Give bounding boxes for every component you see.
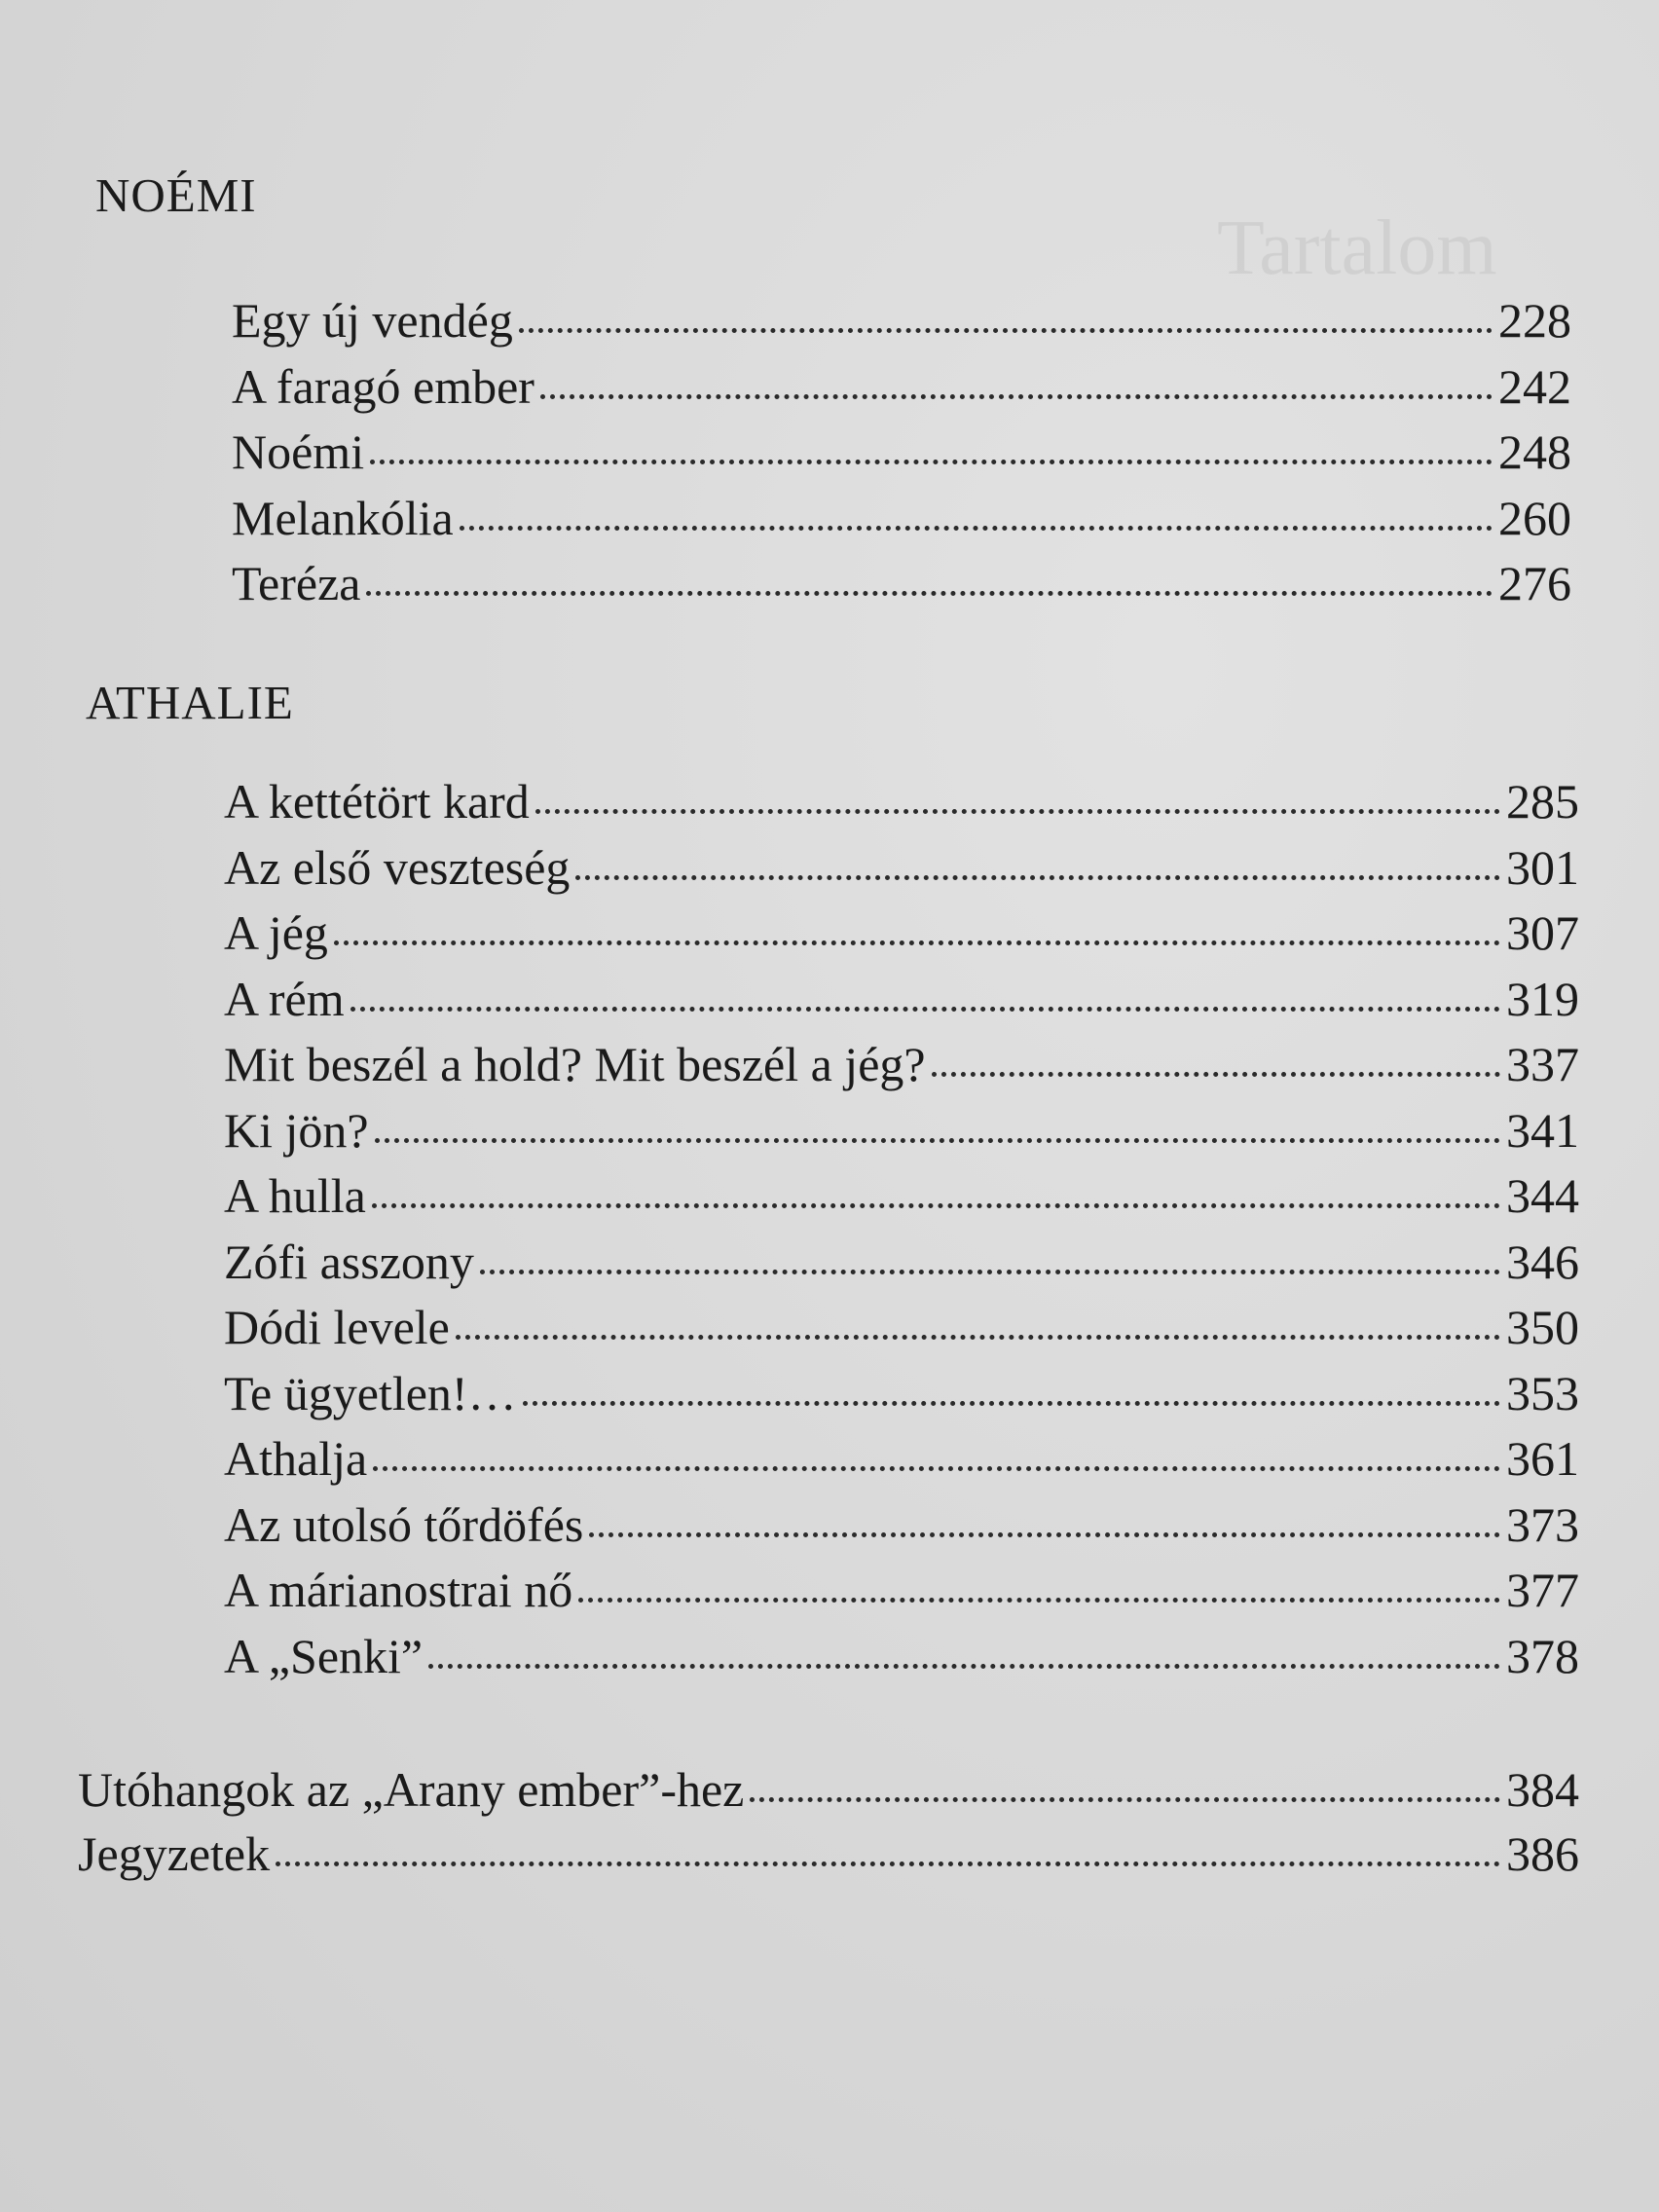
toc-entry[interactable] — [224, 1558, 1579, 1624]
toc-entry-page: 353 — [1506, 1365, 1579, 1420]
toc-entry[interactable] — [224, 1098, 1579, 1164]
toc-entry[interactable] — [224, 1426, 1579, 1493]
dot-leader — [375, 1138, 1500, 1143]
dot-leader — [366, 591, 1493, 596]
toc-entry-page: 307 — [1506, 905, 1579, 960]
bleed-through-text: Tartalom — [1217, 205, 1497, 291]
toc-entry-title: A „Senki” — [224, 1628, 424, 1683]
toc-entry-page: 361 — [1506, 1431, 1579, 1486]
toc-entry-title: Te ügyetlen!… — [224, 1365, 517, 1420]
dot-leader — [589, 1532, 1500, 1537]
toc-entry[interactable] — [232, 354, 1571, 421]
toc-entry-title: Zófi asszony — [224, 1234, 474, 1289]
toc-entry-page: 242 — [1498, 358, 1571, 414]
toc-entry[interactable] — [224, 1493, 1579, 1559]
toc-entry-page: 341 — [1506, 1102, 1579, 1158]
dot-leader — [578, 1598, 1500, 1603]
dot-leader — [373, 1466, 1500, 1471]
toc-entry-page: 378 — [1506, 1628, 1579, 1683]
toc-entry-title: Mit beszél a hold? Mit beszél a jég? — [224, 1037, 926, 1091]
toc-entry-page: 384 — [1506, 1762, 1579, 1817]
toc-list-athalie — [224, 769, 1579, 1689]
toc-entry-title: Jegyzetek — [78, 1826, 271, 1881]
toc-entry-title: Az utolsó tőrdöfés — [224, 1496, 584, 1552]
dot-leader — [460, 526, 1493, 531]
toc-entry[interactable] — [224, 1624, 1579, 1690]
toc-entry-title: Melankólia — [232, 490, 454, 545]
toc-entry-page: 260 — [1498, 490, 1571, 545]
toc-entry-title: A jég — [224, 905, 328, 960]
toc-entry[interactable] — [224, 769, 1579, 835]
toc-entry[interactable] — [224, 1032, 1579, 1098]
toc-entry-page: 346 — [1506, 1234, 1579, 1289]
section-heading-athalie: ATHALIE — [86, 676, 294, 729]
toc-entry[interactable] — [224, 901, 1579, 967]
dot-leader — [750, 1797, 1500, 1802]
dot-leader — [540, 394, 1493, 399]
toc-entry[interactable] — [224, 835, 1579, 902]
toc-entry[interactable] — [224, 1361, 1579, 1427]
toc-entry[interactable] — [224, 1163, 1579, 1230]
toc-entry-title: Noémi — [232, 424, 365, 479]
toc-entry-title: Dódi levele — [224, 1300, 450, 1354]
toc-entry-title: Athalja — [224, 1431, 368, 1486]
dot-leader — [932, 1072, 1500, 1077]
toc-entry-title: Az első veszteség — [224, 839, 571, 895]
toc-entry-page: 337 — [1506, 1037, 1579, 1091]
toc-entry-page: 373 — [1506, 1496, 1579, 1552]
dot-leader — [535, 809, 1500, 814]
toc-entry[interactable] — [232, 288, 1571, 354]
toc-list-noemi — [232, 288, 1571, 617]
toc-entry[interactable] — [232, 486, 1571, 552]
toc-entry-page: 344 — [1506, 1168, 1579, 1223]
toc-entry-page: 276 — [1498, 556, 1571, 610]
toc-entry-title: Ki jön? — [224, 1102, 369, 1158]
toc-entry-title: A rém — [224, 971, 345, 1026]
dot-leader — [350, 1007, 1500, 1012]
toc-list-back-matter — [78, 1757, 1579, 1886]
toc-entry-page: 285 — [1506, 774, 1579, 829]
toc-entry[interactable] — [232, 420, 1571, 486]
toc-entry-title: A márianostrai nő — [224, 1563, 573, 1617]
dot-leader — [575, 875, 1500, 880]
toc-entry-page: 377 — [1506, 1563, 1579, 1617]
dot-leader — [456, 1335, 1500, 1340]
dot-leader — [334, 940, 1500, 945]
toc-entry[interactable] — [224, 967, 1579, 1033]
toc-entry-page: 301 — [1506, 839, 1579, 895]
dot-leader — [370, 460, 1493, 464]
dot-leader — [519, 328, 1493, 333]
toc-entry-title: A kettétört kard — [224, 774, 530, 829]
dot-leader — [480, 1270, 1500, 1274]
toc-entry-title: Egy új vendég — [232, 293, 513, 348]
dot-leader — [276, 1862, 1500, 1866]
toc-entry[interactable] — [232, 551, 1571, 617]
toc-entry-title: Utóhangok az „Arany ember”-hez — [78, 1762, 745, 1817]
toc-entry[interactable] — [78, 1757, 1579, 1822]
section-heading-noemi: NOÉMI — [95, 168, 257, 222]
toc-entry[interactable] — [224, 1230, 1579, 1296]
toc-entry-title: A faragó ember — [232, 358, 535, 414]
toc-entry-page: 350 — [1506, 1300, 1579, 1354]
toc-entry[interactable] — [224, 1295, 1579, 1361]
toc-entry-title: Teréza — [232, 556, 361, 610]
dot-leader — [428, 1664, 1500, 1669]
toc-entry-title: A hulla — [224, 1168, 366, 1223]
toc-entry[interactable] — [78, 1822, 1579, 1886]
toc-entry-page: 319 — [1506, 971, 1579, 1026]
toc-entry-page: 386 — [1506, 1826, 1579, 1881]
toc-entry-page: 248 — [1498, 424, 1571, 479]
dot-leader — [523, 1401, 1500, 1406]
dot-leader — [372, 1203, 1500, 1208]
toc-entry-page: 228 — [1498, 293, 1571, 348]
